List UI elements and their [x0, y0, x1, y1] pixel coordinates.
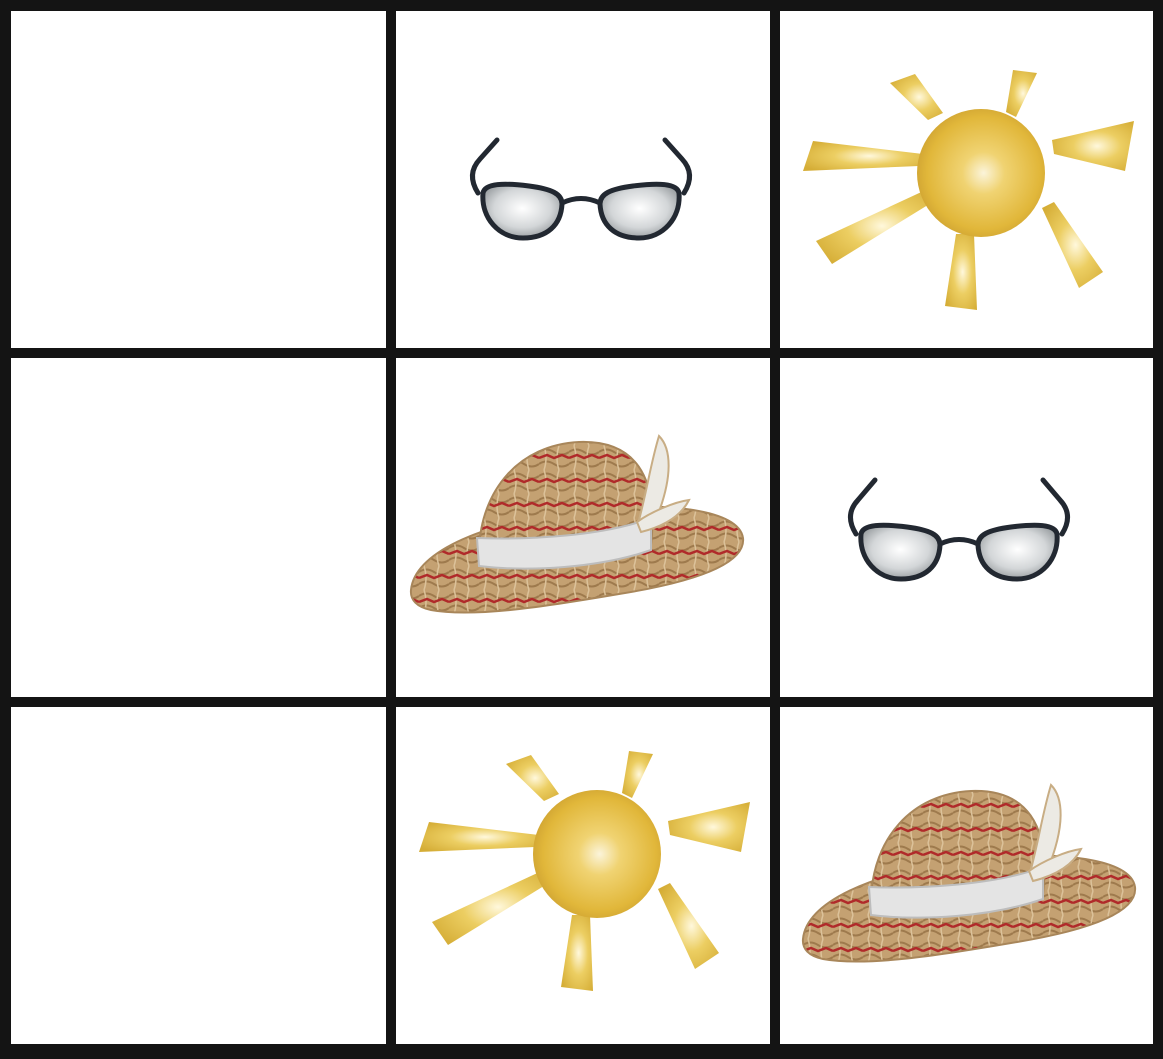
grid-cell-r1c1[interactable] — [11, 11, 386, 348]
grid-cell-r1c3[interactable] — [780, 11, 1153, 348]
grid-cell-r2c3[interactable] — [780, 358, 1153, 697]
grid-cell-r2c1[interactable] — [11, 358, 386, 697]
sunglasses-icon — [396, 11, 770, 348]
grid-cell-r3c1[interactable] — [11, 707, 386, 1044]
sun-icon — [780, 11, 1153, 348]
grid-cell-r3c3[interactable] — [780, 707, 1153, 1044]
grid-cell-r3c2[interactable] — [396, 707, 770, 1044]
straw-hat-icon — [396, 358, 770, 697]
straw-hat-icon — [780, 707, 1153, 1044]
sun-icon — [396, 707, 770, 1044]
grid-cell-r2c2[interactable] — [396, 358, 770, 697]
grid-cell-r1c2[interactable] — [396, 11, 770, 348]
sunglasses-icon — [780, 358, 1153, 697]
